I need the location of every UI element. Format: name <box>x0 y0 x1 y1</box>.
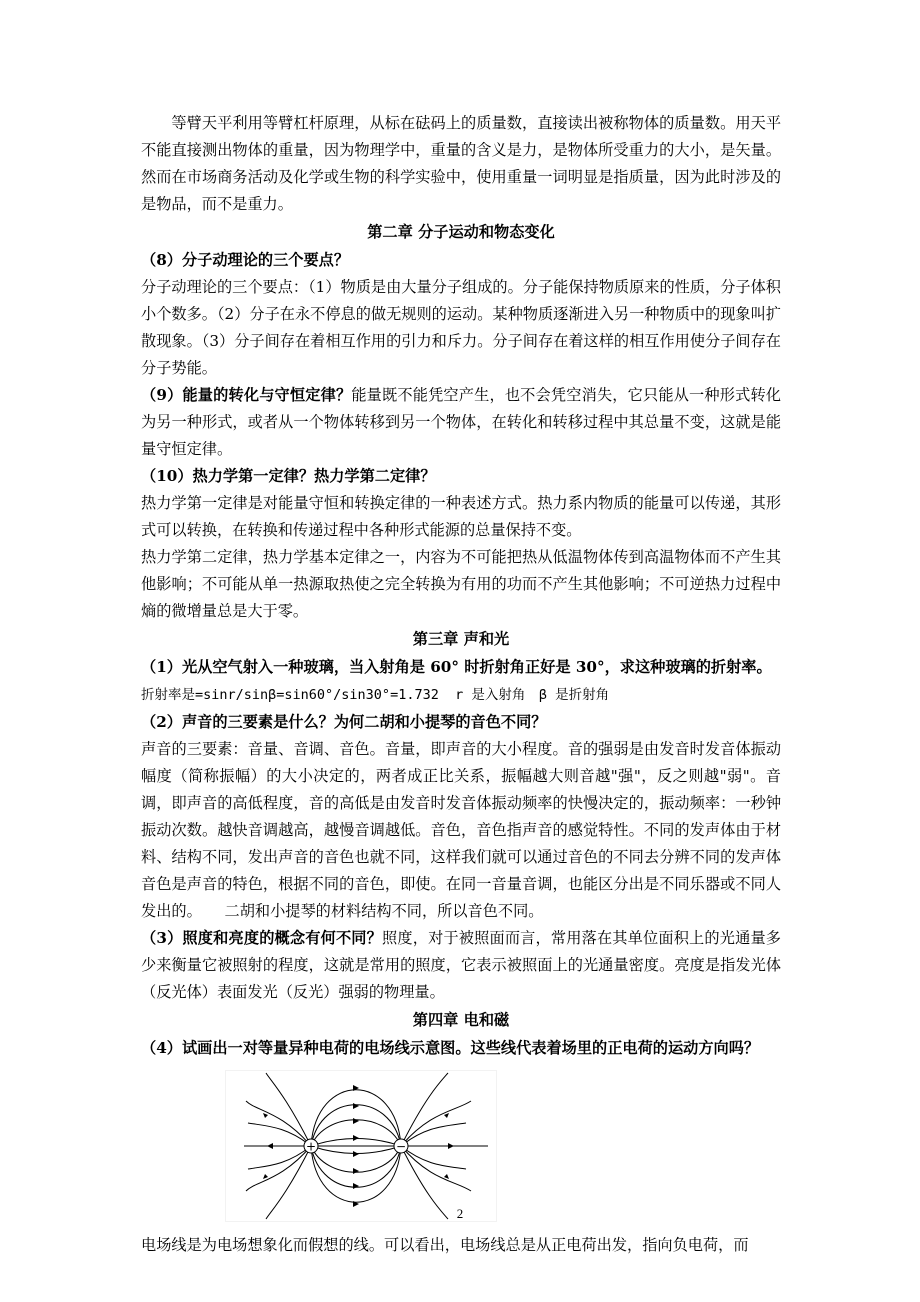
question-9: （9）能量的转化与守恒定律？ <box>141 386 352 404</box>
field-arrow <box>353 1103 359 1109</box>
answer-8: 分子动理论的三个要点：（1）物质是由大量分子组成的。分子能保持物质原来的性质，分子体积小个数多。（2）分子在永不停息的做无规则的运动。某种物质逐渐进入另一种物质中的现象叫扩散现象。（3）分子间存在着相互作用的引力和斥力。分子间存在着这样的相互作用使分子间存在分子势能。 <box>141 278 781 377</box>
refraction-note: r 是入射角 β 是折射角 <box>455 687 610 703</box>
answer-10-first-law: 热力学第一定律是对能量守恒和转换定律的一种表述方式。热力系内物质的能量可以传递，其形式可以转换，在转换和传递过程中各种形式能源的总量保持不变。 <box>141 494 781 539</box>
question-3-1: （1）光从空气射入一种玻璃，当入射角是 60° 时折射角正好是 30°，求这种玻璃的折射率。 <box>141 658 772 676</box>
question-3-3: （3）照度和亮度的概念有何不同？ <box>141 929 383 947</box>
field-arrow <box>353 1168 359 1174</box>
negative-charge-sign: − <box>395 1139 407 1154</box>
field-arrow <box>353 1183 359 1189</box>
field-arrow <box>353 1135 359 1141</box>
question-10: （10）热力学第一定律？热力学第二定律？ <box>141 467 436 485</box>
answer-3-2: 声音的三要素：音量、音调、音色。音量，即声音的大小程度。音的强弱是由发音时发音体振动幅度（简称振幅）的大小决定的，两者成正比关系，振幅越大则音越"强"，反之则越"弱"。音调，即声音的高低程度，音的高低是由发音时发音体振动频率的快慢决定的，振动频率：一秒钟振动次数。越快音调越高，越慢音调越低。音色，音色指声音的感觉特性。不同的发声体由于材料、结构不同，发出声音的音色也就不同，这样我们就可以通过音色的不同去分辨不同的发声体音色是声音的特色，根据不同的音色，即使。在同一音量音调，也能区分出是不同乐器或不同人发出的。 二胡和小提琴的材料结构不同，所以音色不同。 <box>141 740 781 920</box>
field-arrow <box>448 1143 454 1149</box>
answer-4-4: 电场线是为电场想象化而假想的线。可以看出，电场线总是从正电荷出发，指向负电荷，而 <box>141 1236 749 1254</box>
question-3-2: （2）声音的三要素是什么？为何二胡和小提琴的音色不同？ <box>141 713 547 731</box>
field-line <box>266 1073 311 1146</box>
field-arrow <box>444 1174 449 1179</box>
field-line <box>311 1139 401 1147</box>
answer-3-3: 照度，对于被照面而言，常用落在其单位面积上的光通量多少来衡量它被照射的程度，这就是常用的照度，它表示被照面上的光通量密度。亮度是指发光体（反光体）表面发光（反光）强弱的物理量。 <box>141 929 781 1001</box>
page-content <box>141 110 781 1259</box>
field-arrow <box>353 1118 359 1124</box>
chapter-2-title: 第二章 分子运动和物态变化 <box>367 223 555 241</box>
field-line <box>248 1123 311 1146</box>
question-8: （8）分子动理论的三个要点？ <box>141 251 350 269</box>
field-line <box>311 1146 401 1187</box>
paragraph-balance: 等臂天平利用等臂杠杆原理，从标在砝码上的质量数，直接读出被称物体的质量数。用天平不能直接测出物体的重量，因为物理学中，重量的含义是力，是物体所受重力的大小，是矢量。然而在市场商务活动及化学或生物的科学实验中，使用重量一词明显是指质量，因为此时涉及的是物品，而不是重力。 <box>141 114 781 213</box>
positive-charge-sign: + <box>305 1139 317 1154</box>
field-arrow <box>444 1113 449 1118</box>
field-line <box>401 1073 448 1146</box>
field-arrow <box>263 1113 268 1118</box>
refraction-formula: 折射率是=sinr/sinβ=sin60°/sin30°=1.732 <box>141 687 439 703</box>
field-line <box>311 1146 401 1154</box>
question-answer-3-3 <box>141 925 781 1006</box>
chapter-3-title: 第三章 声和光 <box>412 630 510 648</box>
electric-field-diagram <box>226 1071 496 1221</box>
field-line <box>311 1105 401 1146</box>
question-4-4: （4）试画出一对等量异种电荷的电场线示意图。这些线代表着场里的正电荷的运动方向吗？ <box>141 1039 760 1057</box>
electric-field-lines-figure <box>225 1070 497 1222</box>
chapter-4-title: 第四章 电和磁 <box>412 1011 510 1029</box>
page-number: 2 <box>456 1206 464 1221</box>
field-arrow <box>353 1151 359 1157</box>
field-arrow <box>267 1143 273 1149</box>
answer-10-second-law: 热力学第二定律，热力学基本定律之一，内容为不可能把热从低温物体传到高温物体而不产生其他影响；不可能从单一热源取热使之完全转换为有用的功而不产生其他影响；不可逆热力过程中熵的微增量总是大于零。 <box>141 548 781 620</box>
field-arrow <box>263 1174 268 1179</box>
answer-9: 能量既不能凭空产生，也不会凭空消失，它只能从一种形式转化为另一种形式，或者从一个物体转移到另一个物体，在转化和转移过程中其总量不变，这就是能量守恒定律。 <box>141 386 781 458</box>
field-line <box>248 1146 311 1169</box>
question-answer-9 <box>141 382 781 463</box>
answer-3-1 <box>141 681 781 709</box>
